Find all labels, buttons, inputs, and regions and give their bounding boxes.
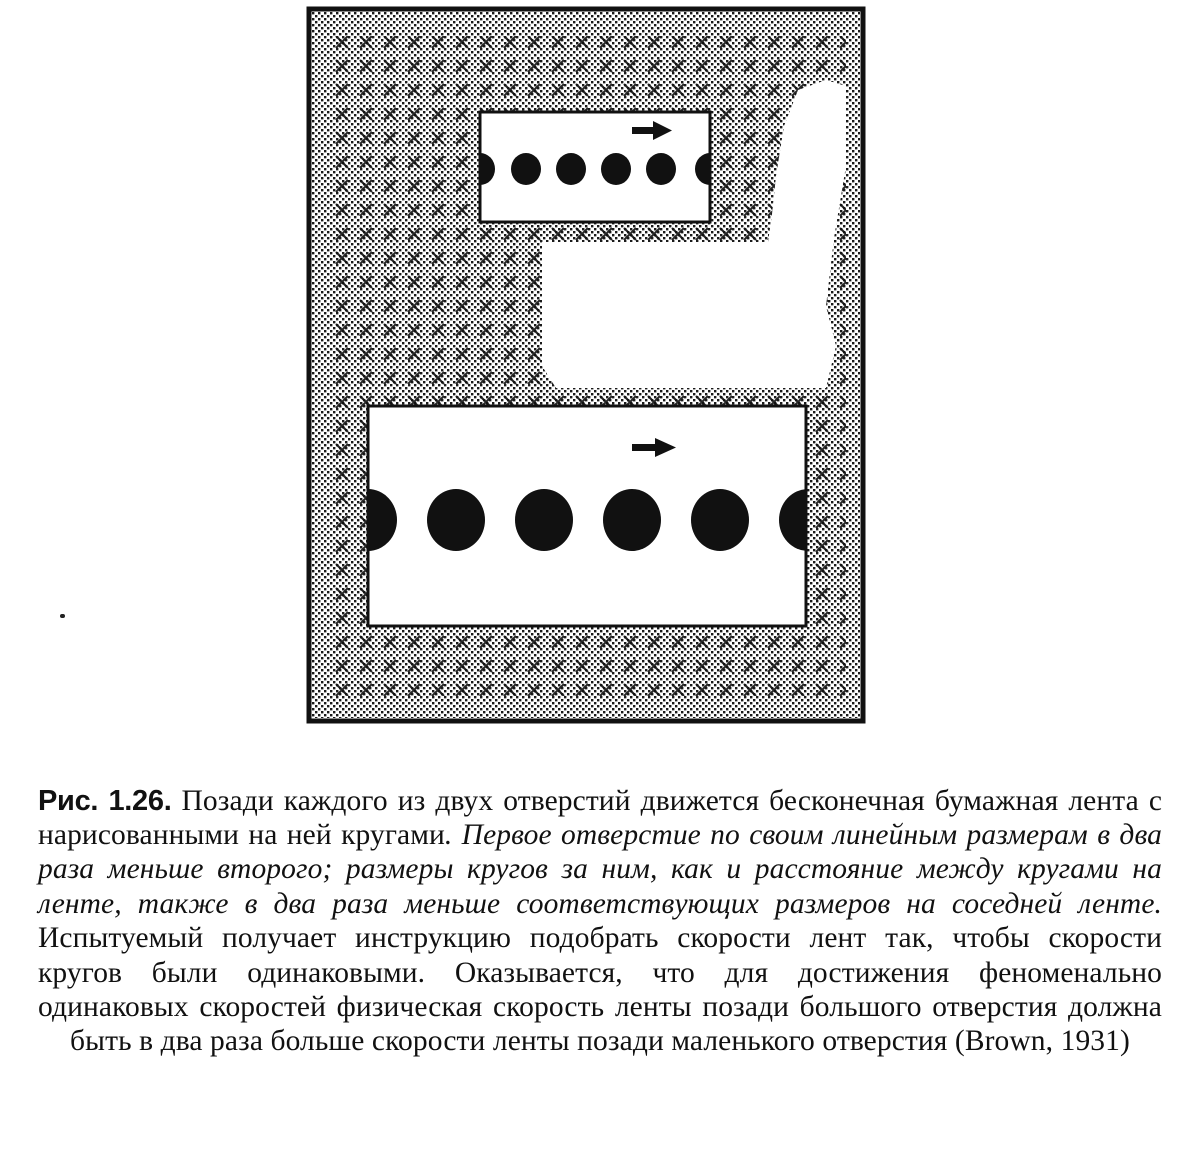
figure-label: Рис. 1.26. [38, 784, 172, 817]
caption-text-1: Позади каждого из двух отверстий движется бесконечная бумажная лента с нарисованными на ней кругами [38, 784, 1163, 851]
small-circle-3 [556, 153, 586, 185]
caption-text-3: Испытуемый получает инструкцию подобрать скорости лент так, чтобы скорости кругов были одинаковыми. Оказывается, что для достижения феноменально одинаковых скоростей физическая скорость ленты позади большого отверстия должна быть в два раза больше скорости ленты позади маленького отверстия (Brown, 1931) [38, 922, 1162, 1058]
large-circle-4 [603, 489, 661, 551]
figure-caption [38, 784, 1162, 1059]
large-circle-2 [427, 489, 485, 551]
print-speck [60, 614, 65, 618]
small-aperture [465, 112, 725, 222]
large-aperture [339, 406, 837, 626]
small-circle-5 [646, 153, 676, 185]
small-circle-2 [511, 153, 541, 185]
large-circle-5 [691, 489, 749, 551]
large-circle-3 [515, 489, 573, 551]
caption-text-2: . Первое отверстие по своим линейным размерам в два раза меньше второго; размеры кругов за ним, как и расстояние между кругами на ленте, также в два раза меньше соответствующих размеров на соседней ленте. [38, 818, 1163, 920]
brown-1931-figure [306, 6, 866, 724]
small-circle-4 [601, 153, 631, 185]
